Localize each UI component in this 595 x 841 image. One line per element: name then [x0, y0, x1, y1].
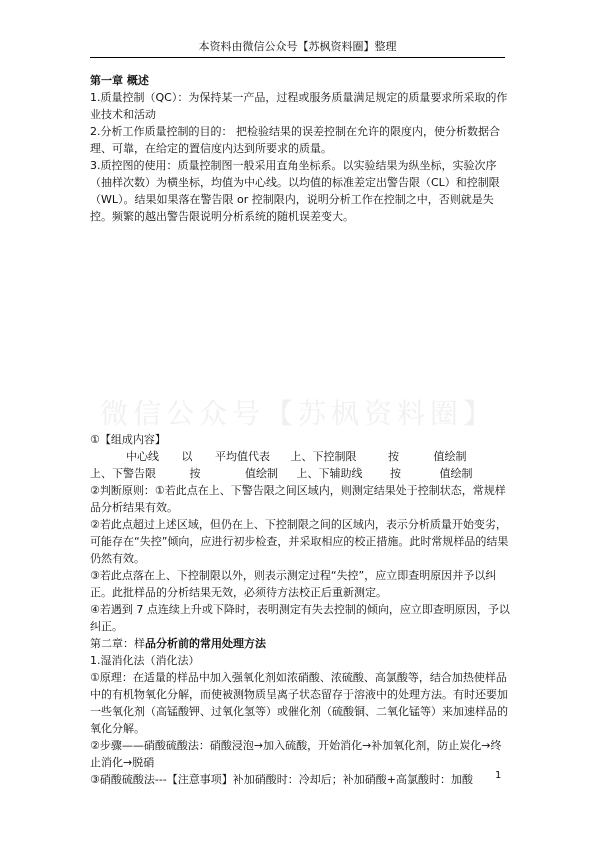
- paragraph-notes: ③硝酸硫酸法---【注意事项】补加硝酸时：冷却后；补加硝酸+高氯酸时：加酸: [90, 773, 473, 786]
- composition-row-2: [90, 465, 510, 482]
- document-body: [90, 72, 510, 788]
- section-wet-digestion: 1.湿消化法（消化法）: [90, 654, 200, 667]
- composition-title: ①【组成内容】: [90, 433, 166, 446]
- comp-cell: 上、下警告限: [90, 467, 156, 480]
- comp-cell: 上、下控制限: [290, 450, 357, 463]
- page-header: 本资料由微信公众号【苏枫资料圈】整理: [198, 40, 397, 53]
- comp-cell: 值绘制: [433, 450, 467, 463]
- judgment-rule-3: ③若此点落在上、下控制限以外，则表示测定过程“失控”，应立即查明原因并予以纠正。此批样品的分析结果无效，必须待方法校正后重新测定。: [90, 569, 497, 599]
- chapter-2-title-plain: 第二章：样: [90, 637, 145, 650]
- paragraph-steps: ②步骤——硝酸硫酸法：硝酸浸泡→加入硫酸，开始消化→补加氧化剂，防止炭化→终止消化→脱硝: [90, 739, 502, 769]
- chapter-1-title: 第一章 概述: [90, 74, 149, 87]
- paragraph-qc-purpose: 2.分析工作质量控制的目的： 把检验结果的误差控制在允许的限度内，使分析数据合理、可靠，在给定的置信度内达到所要求的质量。: [90, 125, 500, 155]
- chapter-2-title-bold: 品分析前的常用处理方法: [145, 637, 266, 650]
- comp-cell: 平均值代表: [215, 450, 270, 463]
- comp-cell: 按: [390, 467, 401, 480]
- judgment-rule-4: ④若遇到 7 点连续上升或下降时，表明测定有失去控制的倾向，应立即查明原因，予以纠正。: [90, 603, 510, 633]
- paragraph-principle: ①原理：在适量的样品中加入强氧化剂如浓硝酸、浓硫酸、高氯酸等，结合加热使样品中的有机物氧化分解，而使被测物质呈离子状态留存于溶液中的处理方法。有时还要加一些氧化剂（高锰酸钾、过氧化氢等）或催化剂（硫酸铜、二氧化锰等）来加速样品的氧化分解。: [90, 671, 508, 735]
- comp-cell: 值绘制: [439, 467, 473, 480]
- blank-area: [90, 225, 510, 431]
- judgment-rule-2: ②若此点超过上述区域，但仍在上、下控制限之间的区域内，表示分析质量开始变劣，可能存在“失控”倾向，应进行初步检查，并采取相应的校正措施。此时常规样品的结果仍然有效。: [90, 518, 509, 565]
- paragraph-qc-definition: 1.质量控制（QC）：为保持某一产品，过程或服务质量满足规定的质量要求所采取的作业技术和活动: [90, 91, 508, 121]
- comp-cell: 值绘制: [245, 467, 278, 480]
- watermark: 微信公众号【苏枫资料圈】: [99, 397, 496, 430]
- comp-cell: 按: [388, 450, 399, 463]
- page-number: 1: [495, 770, 502, 781]
- comp-cell: 中心线: [126, 450, 159, 463]
- comp-cell: 上、下辅助线: [296, 467, 363, 480]
- chapter-2-title: [90, 635, 510, 652]
- judgment-rule-1: ②判断原则：①若此点在上、下警告限之间区域内，则测定结果处于控制状态，常规样品分析结果有效。: [90, 484, 506, 514]
- comp-cell: 按: [189, 467, 201, 480]
- paragraph-control-chart-usage: 3.质控图的使用：质量控制图一般采用直角坐标系。以实验结果为纵坐标，实验次序（抽样次数）为横坐标，均值为中心线。以均值的标准差定出警告限（CL）和控制限（WL）。结果如果落在警告限 or 控制限内，说明分析工作在控制之中，否则就是失控。频繁的越出警告限说明分析系统的随机误差变大。: [90, 159, 500, 223]
- comp-cell: 以: [181, 450, 193, 463]
- composition-row-1: [90, 448, 510, 465]
- header-divider: [90, 57, 505, 58]
